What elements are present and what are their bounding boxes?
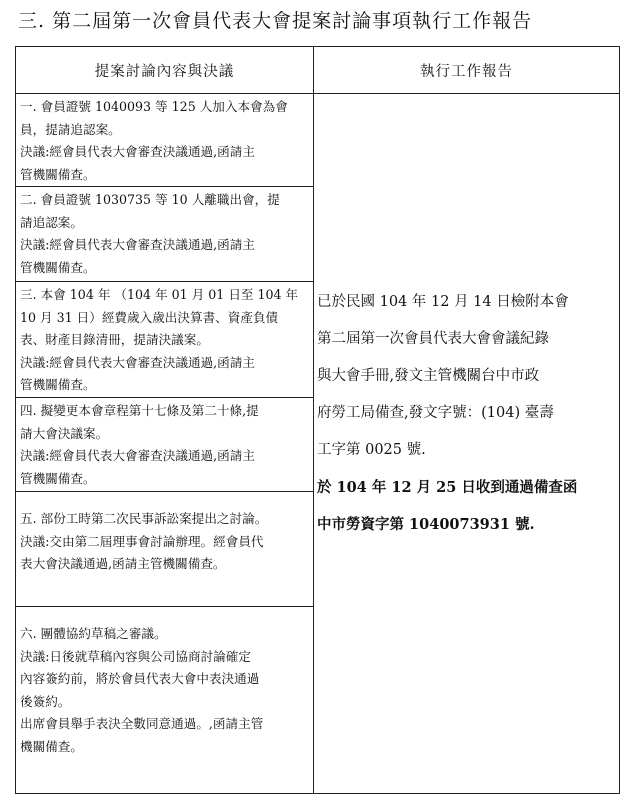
proposal-item-4 bbox=[16, 398, 314, 492]
item-line: 二. 會員證號 1030735 等 10 人離職出會，提 bbox=[20, 192, 280, 207]
header-proposal: 提案討論內容與決議 bbox=[16, 47, 314, 94]
item-line: 決議:經會員代表大會審查決議通過,函請主 bbox=[20, 237, 255, 252]
report-table bbox=[15, 46, 620, 794]
proposal-item-1 bbox=[16, 94, 314, 187]
item-line: 四. 擬變更本會章程第十七條及第二十條,提 bbox=[20, 403, 259, 418]
item-line: 六. 團體協約草稿之審議。 bbox=[20, 626, 167, 641]
item-line: 決議:經會員代表大會審查決議通過,函請主 bbox=[20, 448, 255, 463]
item-line: 五. 部份工時第二次民事訴訟案提出之討論。 bbox=[20, 511, 268, 526]
item-line: 機關備查。 bbox=[20, 738, 83, 754]
item-line: 表大會決議通過,函請主管機關備查。 bbox=[20, 556, 226, 571]
report-line: 已於民國 104 年 12 月 14 日檢附本會 bbox=[317, 294, 569, 310]
proposal-item-6 bbox=[16, 607, 314, 794]
item-line: 三. 本會 104 年 （104 年 01 月 01 日至 104 年 bbox=[20, 287, 299, 302]
item-line: 管機關備查。 bbox=[20, 470, 96, 486]
proposal-item-2 bbox=[16, 187, 314, 282]
item-line: 一. 會員證號 1040093 等 125 人加入本會為會 bbox=[20, 99, 288, 114]
report-line-bold: 中市勞資字第 1040073931 號. bbox=[317, 516, 535, 533]
item-line: 內容簽約前，將於會員代表大會中表決通過 bbox=[20, 671, 260, 686]
item-line: 出席會員舉手表決全數同意通過。,函請主管 bbox=[20, 716, 264, 731]
item-line: 員，提請追認案。 bbox=[20, 121, 121, 137]
table-row bbox=[16, 94, 620, 187]
item-line: 決議:經會員代表大會審查決議通過,函請主 bbox=[20, 144, 255, 159]
item-line: 決議:經會員代表大會審查決議通過,函請主 bbox=[20, 354, 255, 370]
item-line: 10 月 31 日）經費歲入歲出決算書、資產負債 bbox=[20, 309, 279, 325]
page-title: 三. 第二屆第一次會員代表大會提案討論事項執行工作報告 bbox=[18, 10, 533, 32]
proposal-item-5 bbox=[16, 492, 314, 607]
header-report: 執行工作報告 bbox=[314, 47, 620, 94]
proposal-item-3 bbox=[16, 282, 314, 398]
item-line: 請大會決議案。 bbox=[20, 425, 109, 441]
report-line: 府勞工局備查,發文字號：(104) 臺壽 bbox=[317, 405, 554, 421]
item-line: 決議:交由第二屆理事會討論辦理。經會員代 bbox=[20, 533, 264, 549]
report-line-bold: 於 104 年 12 月 25 日收到通過備查函 bbox=[317, 479, 578, 496]
item-line: 請追認案。 bbox=[20, 214, 83, 230]
item-line: 決議:日後就草稿內容與公司協商討論確定 bbox=[20, 648, 251, 664]
item-line: 管機關備查。 bbox=[20, 259, 96, 275]
report-line: 與大會手冊,發文主管機關台中市政 bbox=[317, 368, 540, 384]
item-line: 表、財產目錄清冊，提請決議案。 bbox=[20, 332, 209, 347]
item-line: 管機關備查。 bbox=[20, 166, 96, 182]
report-line: 工字第 0025 號. bbox=[317, 442, 426, 458]
report-cell bbox=[314, 94, 620, 794]
report-line: 第二屆第一次會員代表大會會議紀錄 bbox=[317, 331, 549, 347]
item-line: 後簽約。 bbox=[20, 693, 71, 709]
table-header-row bbox=[16, 47, 620, 94]
item-line: 管機關備查。 bbox=[20, 377, 96, 392]
